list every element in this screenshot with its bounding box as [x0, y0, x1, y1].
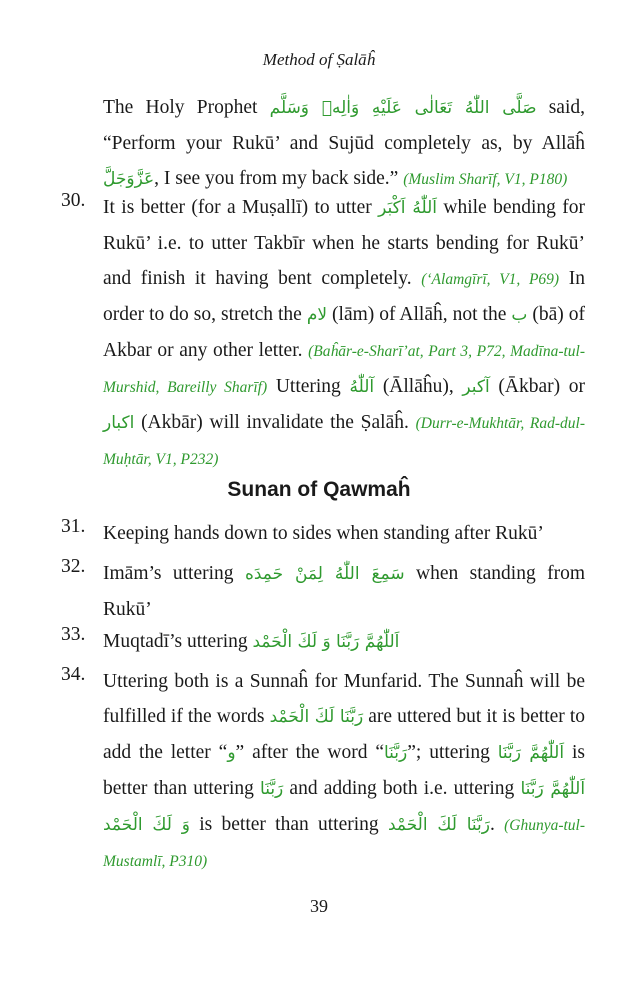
- item-34-arabic-2: و: [227, 743, 236, 763]
- page-number: 39: [310, 896, 328, 916]
- item-34-paragraph: [103, 664, 585, 879]
- item-33-number: 33.: [61, 624, 86, 645]
- item-30-text-6: Uttering: [275, 376, 341, 397]
- item-32-text-1: Imām’s uttering: [103, 563, 234, 584]
- item-30-reference-2: (Baĥār-e-Sharī’at, Part 3, P72, Madīna-tul-Murshid, Bareilly Sharīf): [103, 343, 586, 396]
- item-30-text-2: while bending for Rukū’ i.e. to utter Takbīr when he starts bending for Rukū’ and finish it having bent completely.: [103, 197, 586, 289]
- item-30-text-1: It is better (for a Muṣallī) to utter: [103, 197, 372, 218]
- item-32-arabic-1: سَمِعَ اللّٰهُ لِمَنْ حَمِدَه: [244, 564, 405, 584]
- item-30-arabic-5: آكبر: [462, 377, 490, 397]
- item-30-text-3: In order to do so, stretch the: [103, 268, 585, 325]
- item-34-text-2: are uttered but it is better to add the letter “: [103, 706, 586, 763]
- item-30-number: 30.: [61, 190, 86, 211]
- item-34-arabic-4: اَللّٰهُمَّ رَبَّنَا: [497, 743, 565, 763]
- item-34-text-7: is better than uttering: [199, 814, 379, 835]
- item-34-text-6: and adding both i.e. uttering: [289, 778, 515, 799]
- item-31-number: 31.: [61, 516, 86, 537]
- running-header: Method of Ṣalāĥ: [262, 50, 376, 69]
- item-34-arabic-6: اَللّٰهُمَّ رَبَّنَا وَ لَكَ الْحَمْد: [103, 779, 586, 835]
- item-30-arabic-2: لام: [306, 305, 328, 325]
- item-30-text-4: (lām) of Allāĥ, not the: [332, 304, 507, 325]
- item-32-text-2: when standing from Rukū’: [103, 563, 586, 620]
- intro-text-2: said, “Perform your Rukū’ and Sujūd completely as, by Allāĥ: [103, 97, 586, 154]
- item-30-text-9: (Akbār) will invalidate the Ṣalāĥ.: [141, 412, 409, 433]
- intro-text-3: , I see you from my back side.”: [154, 168, 399, 189]
- item-34-number: 34.: [61, 664, 86, 685]
- item-30-text-8: (Ākbar) or: [498, 376, 586, 397]
- item-31-text-1: Keeping hands down to sides when standing after Rukū’: [103, 523, 544, 544]
- section-heading: Sunan of Qawmaĥ: [227, 478, 411, 501]
- intro-arabic-salutation: صَلَّى اللّٰهُ تَعَالٰى عَلَيْهِ وَاٰلِهٖ وَسَلَّم: [269, 98, 537, 118]
- intro-reference: (Muslim Sharīf, V1, P180): [403, 171, 568, 188]
- item-34-text-4: ”; uttering: [407, 742, 490, 763]
- intro-text-1: The Holy Prophet: [103, 97, 258, 118]
- item-34-text-8: .: [489, 814, 495, 835]
- item-33-arabic-1: اَللّٰهُمَّ رَبَّنَا وَ لَكَ الْحَمْد: [252, 632, 400, 652]
- item-30-arabic-6: اكبار: [103, 413, 135, 433]
- item-32-number: 32.: [61, 556, 86, 577]
- intro-paragraph: [103, 90, 585, 197]
- item-34-text-5: is better than uttering: [103, 742, 585, 799]
- intro-arabic-azza-wa-jall: عَزَّوَجَلَّ: [103, 169, 155, 189]
- item-34-arabic-3: رَبَّنَا: [383, 743, 408, 763]
- item-34-reference: (Ghunya-tul-Mustamlī, P310): [103, 817, 586, 870]
- item-30-text-7: (Āllāĥu),: [382, 376, 454, 397]
- item-30-arabic-1: اَللّٰهُ اَكْبَر: [378, 198, 438, 218]
- item-31-paragraph: [103, 516, 585, 551]
- item-33-paragraph: [103, 624, 585, 660]
- item-34-arabic-7: رَبَّنَا لَكَ الْحَمْد: [387, 815, 490, 835]
- item-30-arabic-4: آللّٰهُ: [349, 377, 375, 397]
- item-30-paragraph: [103, 190, 585, 477]
- item-34-arabic-1: رَبَّنَا لَكَ الْحَمْد: [269, 707, 364, 727]
- item-30-reference-1: (‘Alamgīrī, V1, P69): [421, 271, 560, 288]
- item-34-text-1: Uttering both is a Sunnaĥ for Munfarid. The Sunnaĥ will be fulfilled if the words: [103, 671, 585, 727]
- item-34-arabic-5: رَبَّنَا: [260, 779, 284, 799]
- item-33-text-1: Muqtadī’s uttering: [103, 631, 248, 652]
- item-30-text-5: (bā) of Akbar or any other letter.: [103, 304, 586, 361]
- item-34-text-3: ” after the word “: [235, 742, 384, 763]
- item-32-paragraph: [103, 556, 585, 627]
- item-30-arabic-3: ب: [511, 305, 528, 325]
- item-30-reference-3: (Durr-e-Mukhtār, Rad-dul-Muḥtār, V1, P232): [103, 415, 586, 468]
